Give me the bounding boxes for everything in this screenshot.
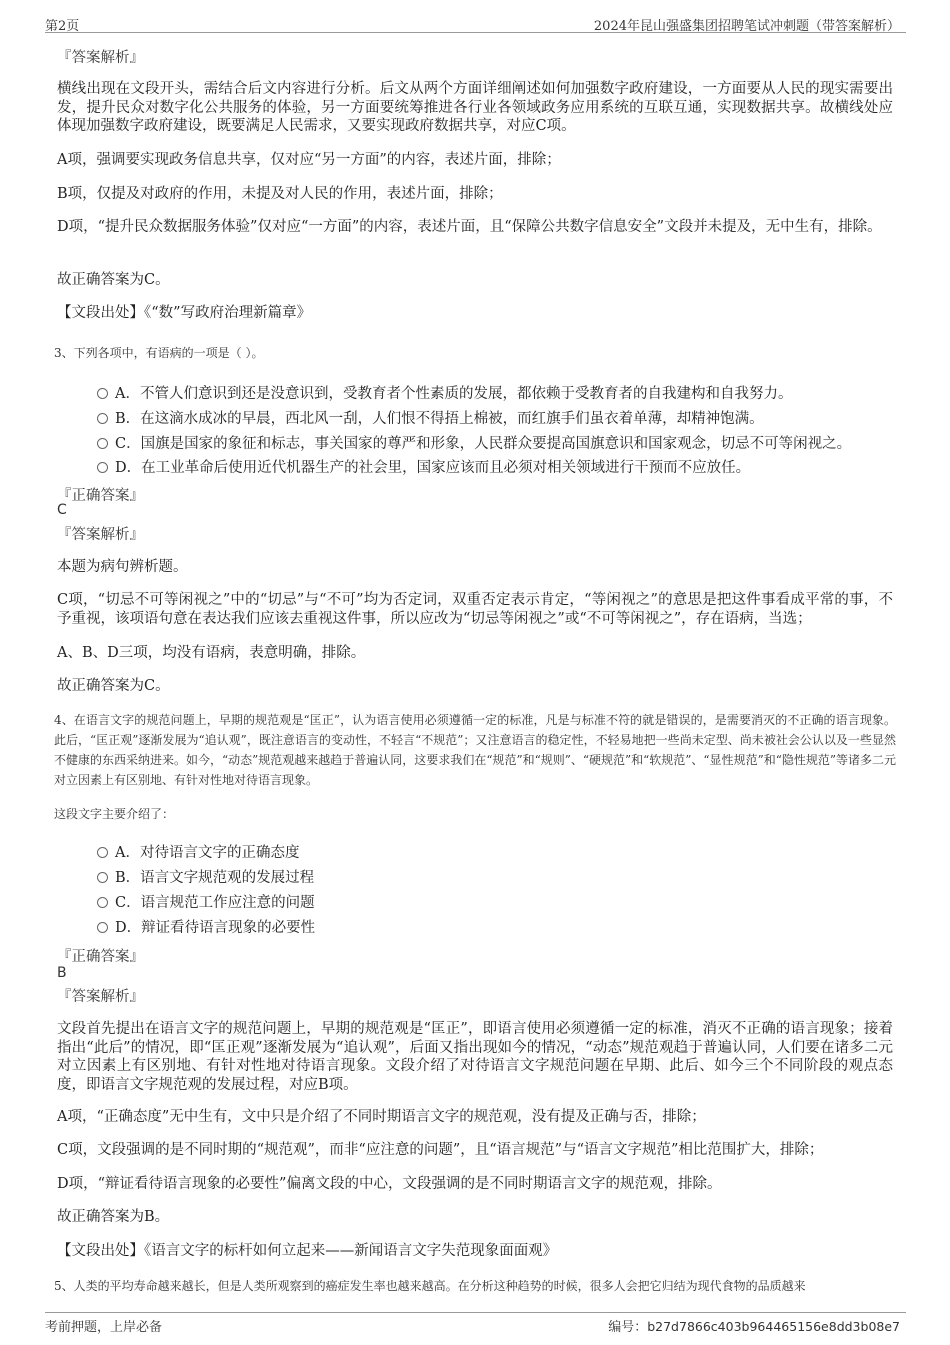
analysis-paragraph: D项，“辩证看待语言现象的必要性”偏离文段的中心，文段强调的是不同时期语言文字的规范观，排除。: [57, 1176, 722, 1192]
analysis-paragraph: A项，“正确态度”无中生有，文中只是介绍了不同时期语言文字的规范观，没有提及正确与否，排除；: [57, 1109, 706, 1125]
footer-slogan: 考前押题，上岸必备: [45, 1320, 163, 1335]
analysis-heading: 『答案解析』: [57, 989, 144, 1005]
answer-conclusion: 故正确答案为C。: [57, 272, 170, 288]
analysis-paragraph: 横线出现在文段开头，需结合后文内容进行分析。后文从两个方面详细阐述如何加强数字政府建设，一方面要从人民的现实需要出发，提升民众对数字化公共服务的体验，另一方面要统筹推进各行业各领域政务应用系统的互联互通，实现数据共享。故横线处应体现加强数字政府建设，既要满足人民需求，又要实现政府数据共享，对应C项。: [57, 81, 893, 134]
analysis-paragraph: B项，仅提及对政府的作用，未提及对人民的作用，表述片面，排除；: [57, 186, 503, 202]
option-b[interactable]: B．在这滴水成冰的早晨，西北风一刮，人们恨不得捂上棉被，而红旗手们虽衣着单薄，却精神饱满。: [97, 407, 764, 428]
option-b[interactable]: B．语言文字规范观的发展过程: [97, 866, 314, 887]
radio-icon[interactable]: [97, 872, 108, 883]
analysis-heading: 『答案解析』: [57, 527, 144, 543]
option-a[interactable]: A．对待语言文字的正确态度: [97, 841, 299, 862]
analysis-paragraph: C项，“切忌不可等闲视之”中的“切忌”与“不可”均为否定词，双重否定表示肯定，“等闲视之”的意思是把这件事看成平常的事，不予重视，该项语句意在表达我们应该去重视这件事，所以应改为“切忌等闲视之”或“不可等闲视之”，存在语病，当选；: [57, 592, 893, 627]
radio-icon[interactable]: [97, 388, 108, 399]
analysis-paragraph: 文段首先提出在语言文字的规范问题上，早期的规范观是“匡正”，即语言使用必须遵循一定的标准，消灭不正确的语言现象；接着指出“此后”的情况，即“匡正观”逐渐发展为“追认观”，后面又指出现如今的情况，“动态”规范观趋于普遍认同，人们要在诸多二元对立因素上有区别地、有针对性地对待语言现象。文段介绍了对待语言文字规范问题在早期、此后、如今三个不同阶段的观点态度，即语言文字规范观的发展过程，对应B项。: [57, 1021, 893, 1093]
correct-answer: B: [57, 965, 67, 981]
radio-icon[interactable]: [97, 897, 108, 908]
page-footer: [45, 1312, 906, 1333]
radio-icon[interactable]: [97, 438, 108, 449]
radio-icon[interactable]: [97, 413, 108, 424]
question-prompt: 这段文字主要介绍了：: [54, 807, 175, 821]
answer-conclusion: 故正确答案为C。: [57, 678, 170, 694]
question-stem: 5、人类的平均寿命越来越长，但是人类所观察到的癌症发生率也越来越高。在分析这种趋势的时候，很多人会把它归结为现代食物的品质越来: [54, 1279, 806, 1293]
page-header: [45, 12, 906, 33]
document-title: 2024年昆山强盛集团招聘笔试冲刺题（带答案解析）: [593, 19, 900, 34]
source-citation: 【文段出处】《“数”写政府治理新篇章》: [57, 305, 312, 321]
radio-icon[interactable]: [97, 922, 108, 933]
correct-answer-heading: 『正确答案』: [57, 949, 144, 965]
option-a[interactable]: A．不管人们意识到还是没意识到，受教育者个性素质的发展，都依赖于受教育者的自我建构和自我努力。: [97, 382, 792, 403]
radio-icon[interactable]: [97, 847, 108, 858]
option-c[interactable]: C．国旗是国家的象征和标志，事关国家的尊严和形象，人民群众要提高国旗意识和国家观念，切忌不可等闲视之。: [97, 432, 851, 453]
question-stem: 4、在语言文字的规范问题上，早期的规范观是“匡正”，认为语言使用必须遵循一定的标准，凡是与标准不符的就是错误的，是需要消灭的不正确的语言现象。此后，“匡正观”逐渐发展为“追认观”，既注意语言的变动性，不轻言“不规范”；又注意语言的稳定性，不轻易地把一些尚未定型、尚未被社会公认以及一些显然不健康的东西采纳进来。如今，“动态”规范观越来越趋于普遍认同，这要求我们在“规范”和“规则”、“硬规范”和“软规范”、“显性规范”和“隐性规范”等诸多二元对立因素上有区别地、有针对性地对待语言现象。: [54, 713, 896, 787]
option-d[interactable]: D．在工业革命后使用近代机器生产的社会里，国家应该而且必须对相关领域进行干预而不应放任。: [97, 456, 750, 477]
answer-conclusion: 故正确答案为B。: [57, 1209, 170, 1225]
document-code: 编号：b27d7866c403b964465156e8dd3b08e7: [608, 1319, 900, 1335]
analysis-paragraph: A项，强调要实现政务信息共享，仅对应“另一方面”的内容，表述片面，排除；: [57, 152, 561, 168]
page-number: 第2页: [45, 19, 80, 34]
analysis-paragraph: C项，文段强调的是不同时期的“规范观”，而非“应注意的问题”，且“语言规范”与“语言文字规范”相比范围扩大，排除；: [57, 1142, 824, 1158]
option-c[interactable]: C．语言规范工作应注意的问题: [97, 891, 315, 912]
correct-answer-heading: 『正确答案』: [57, 488, 144, 504]
option-d[interactable]: D．辩证看待语言现象的必要性: [97, 916, 315, 937]
analysis-paragraph: D项，“提升民众数据服务体验”仅对应“一方面”的内容，表述片面，且“保障公共数字信息安全”文段并未提及，无中生有，排除。: [57, 219, 882, 235]
analysis-heading: 『答案解析』: [57, 50, 144, 66]
analysis-paragraph: 本题为病句辨析题。: [57, 559, 188, 575]
radio-icon[interactable]: [97, 462, 108, 473]
correct-answer: C: [57, 502, 67, 518]
question-stem: 3、下列各项中，有语病的一项是（ ）。: [54, 346, 264, 360]
analysis-paragraph: A、B、D三项，均没有语病，表意明确，排除。: [57, 645, 366, 661]
source-citation: 【文段出处】《语言文字的标杆如何立起来——新闻语言文字失范现象面面观》: [57, 1243, 558, 1259]
